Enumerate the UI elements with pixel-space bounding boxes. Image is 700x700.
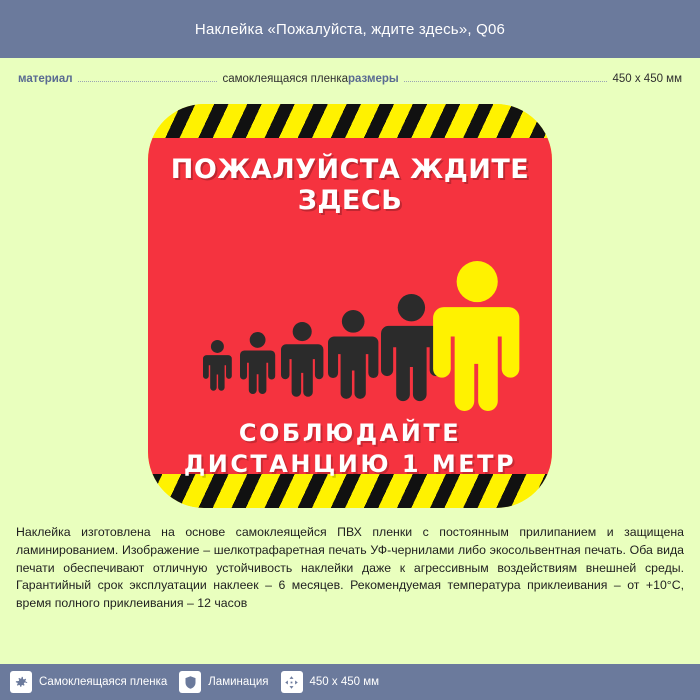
spec-size-label: размеры xyxy=(348,73,399,85)
resize-arrows-icon xyxy=(281,671,303,693)
sticker-line-2: ДИСТАНЦИЮ 1 МЕТР xyxy=(183,449,517,478)
dot-leader xyxy=(404,81,608,82)
footer-label-size: 450 x 450 мм xyxy=(309,676,380,688)
sticker-line-1: СОБЛЮДАЙТЕ xyxy=(238,419,462,447)
sticker-graphic xyxy=(148,104,552,508)
specs-strip xyxy=(0,58,700,100)
footer-item-size xyxy=(281,671,380,693)
page-header xyxy=(0,0,700,58)
spec-size-value: 450 x 450 мм xyxy=(612,73,682,85)
sticker-inner-panel xyxy=(148,138,552,478)
sticker-bottom-text xyxy=(184,418,516,479)
spec-material xyxy=(18,73,348,85)
page-footer xyxy=(0,664,700,700)
shield-icon xyxy=(179,671,201,693)
queue-figures-illustration xyxy=(148,222,552,412)
queue-figures-svg xyxy=(148,222,552,412)
spec-size xyxy=(348,73,682,85)
footer-item-lamination xyxy=(179,671,268,693)
page-title: Наклейка «Пожалуйста, ждите здесь», Q06 xyxy=(194,20,506,38)
spec-material-label: материал xyxy=(18,73,73,85)
sticker-headline: ПОЖАЛУЙСТА ЖДИТЕ ЗДЕСЬ xyxy=(170,154,530,216)
footer-label-material: Самоклеящаяся пленка xyxy=(39,676,168,688)
product-description: Наклейка изготовлена на основе самоклеящейся ПВХ пленки с постоянным прилипанием и защищена ламинированием. Изображение – шелкотрафаретная печать УФ-чернилами либо экосольвентная печать. Оба вида печати обеспечивают отличную устойчивость наклейки даже к агрессивным воздействиям внешней среды. Гарантийный срок эксплуатации наклеек – 6 месяцев. Рекомендуемая температура приклеивания – от +10°C, время полного приклеивания – 12 часов xyxy=(16,525,684,611)
sticker-preview-area xyxy=(0,100,700,508)
footer-label-lamination: Ламинация xyxy=(208,676,269,688)
footer-item-material xyxy=(10,671,167,693)
hazard-stripe-top xyxy=(148,104,552,138)
spec-material-value: самоклеящаяся пленка xyxy=(222,73,348,85)
dot-leader xyxy=(78,81,218,82)
gear-icon xyxy=(10,671,32,693)
